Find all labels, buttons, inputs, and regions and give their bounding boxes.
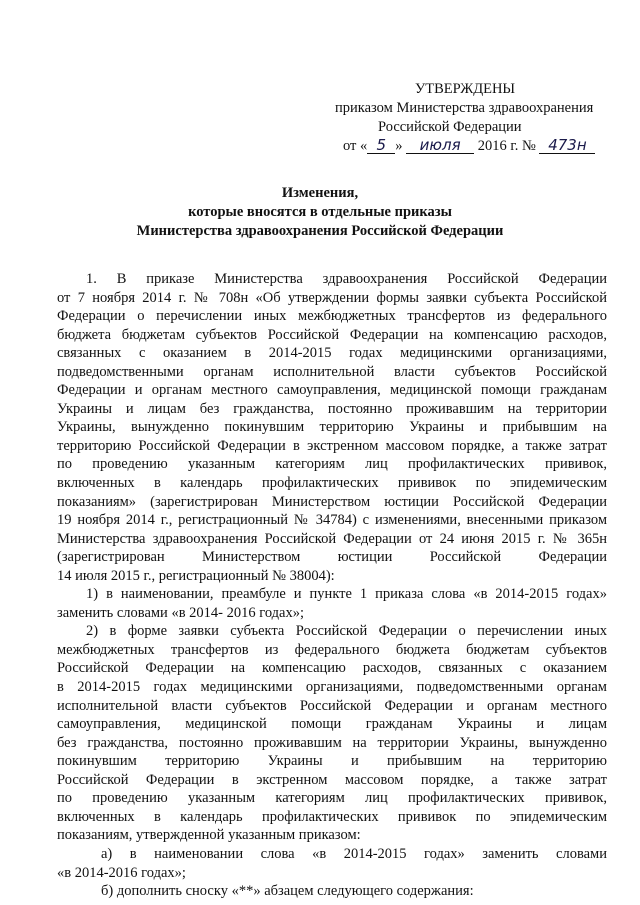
text-line: показаниям, утвержденной указанным приказом: xyxy=(57,827,361,844)
text-line: (зарегистрирован Министерством юстиции Российской Федерации xyxy=(57,549,607,566)
document-title xyxy=(0,184,640,241)
text-line: покинувшим территорию Украины и прибывшим на территорию xyxy=(57,753,607,770)
text-line: Федерации о перечислении иных межбюджетных трансфертов из федерального xyxy=(57,308,607,325)
text-line: включенных в календарь профилактических прививок по эпидемическим xyxy=(57,808,607,825)
text-line: Российской Федерации на компенсацию расходов, связанных с оказанием xyxy=(57,660,607,677)
handwritten-day: 5 xyxy=(367,138,395,154)
text-line: 2) в форме заявки субъекта Российской Федерации о перечислении иных xyxy=(86,623,607,640)
text-line: от 7 ноября 2014 г. № 708н «Об утверждении формы заявки субъекта Российской xyxy=(57,289,607,306)
text-line: 14 июля 2015 г., регистрационный № 38004): xyxy=(57,567,335,584)
approval-line-order: приказом Министерства здравоохранения xyxy=(335,100,594,116)
text-line: заменить словами «в 2014- 2016 годах»; xyxy=(57,604,305,621)
date-mid: » xyxy=(395,138,403,154)
text-line: показаниям» (зарегистрирован Министерством юстиции Российской Федерации xyxy=(57,493,607,510)
year-text: 2016 г. № xyxy=(477,138,536,154)
title-line-1: Изменения, xyxy=(281,185,359,201)
text-line: без гражданства, постоянно проживавшим на территории Украины, вынужденно xyxy=(57,734,607,751)
text-line: по проведению указанным категориям лиц профилактических прививок, xyxy=(57,456,607,473)
text-line: по проведению указанным категориям лиц профилактических прививок, xyxy=(57,790,607,807)
text-line: Украины и лицам без гражданства, постоянно проживавшим на территории xyxy=(57,400,607,417)
text-line: б) дополнить сноску «**» абзацем следующего содержания: xyxy=(101,883,474,900)
text-line: территорию Российской Федерации в экстренном массовом порядке, а также затрат xyxy=(57,437,607,454)
paragraph-2 xyxy=(57,585,607,622)
text-line: Федерации и органам местного самоуправления, медицинской помощи гражданам xyxy=(57,382,607,399)
text-line: Украины, вынужденно покинувшим территорию Украины и прибывшим на xyxy=(57,419,607,436)
approval-block xyxy=(330,80,630,156)
text-line: исполнительной власти субъектов Российской Федерации и органам местного xyxy=(57,697,607,714)
text-line: подведомственными органам исполнительной власти субъектов Российской xyxy=(57,363,607,380)
approval-heading: УТВЕРЖДЕНЫ xyxy=(415,81,516,97)
paragraph-4 xyxy=(57,845,607,882)
title-line-2: которые вносятся в отдельные приказы xyxy=(188,204,452,220)
paragraph-1 xyxy=(57,270,607,585)
title-line-3: Министерства здравоохранения Российской Федерации xyxy=(136,223,504,239)
date-prefix: от « xyxy=(343,138,368,154)
text-line: самоуправления, медицинской помощи гражданам Украины и лицам xyxy=(57,716,607,733)
text-line: Российской Федерации в экстренном массовом порядке, а также затрат xyxy=(57,771,607,788)
approval-line-country: Российской Федерации xyxy=(378,119,522,135)
handwritten-month: июля xyxy=(406,138,474,154)
text-line: бюджета бюджетам субъектов Российской Федерации на компенсацию расходов, xyxy=(57,326,607,343)
text-line: 19 ноября 2014 г., регистрационный № 34784) с изменениями, внесенными приказом xyxy=(57,512,607,529)
paragraph-3 xyxy=(57,622,607,845)
text-line: межбюджетных трансфертов из федерального бюджета бюджетам субъектов xyxy=(57,641,607,658)
text-line: включенных в календарь профилактических прививок по эпидемическим xyxy=(57,475,607,492)
text-line: 1. В приказе Министерства здравоохранения Российской Федерации xyxy=(86,271,607,287)
text-line: Министерства здравоохранения Российской Федерации от 24 июня 2015 г. № 365н xyxy=(57,530,607,547)
handwritten-number: 473н xyxy=(539,138,595,154)
document-body xyxy=(57,270,607,901)
text-line: 1) в наименовании, преамбуле и пункте 1 приказа слова «в 2014-2015 годах» xyxy=(86,586,607,603)
text-line: а) в наименовании слова «в 2014-2015 годах» заменить словами xyxy=(101,845,607,862)
text-line: «в 2014-2016 годах»; xyxy=(57,864,186,881)
approval-date-line xyxy=(330,137,630,156)
text-line: в 2014-2015 годах медицинскими организациями, подведомственными органам xyxy=(57,679,607,696)
text-line: связанных с оказанием в 2014-2015 годах медицинскими организациями, xyxy=(57,345,607,362)
paragraph-5 xyxy=(57,882,607,901)
